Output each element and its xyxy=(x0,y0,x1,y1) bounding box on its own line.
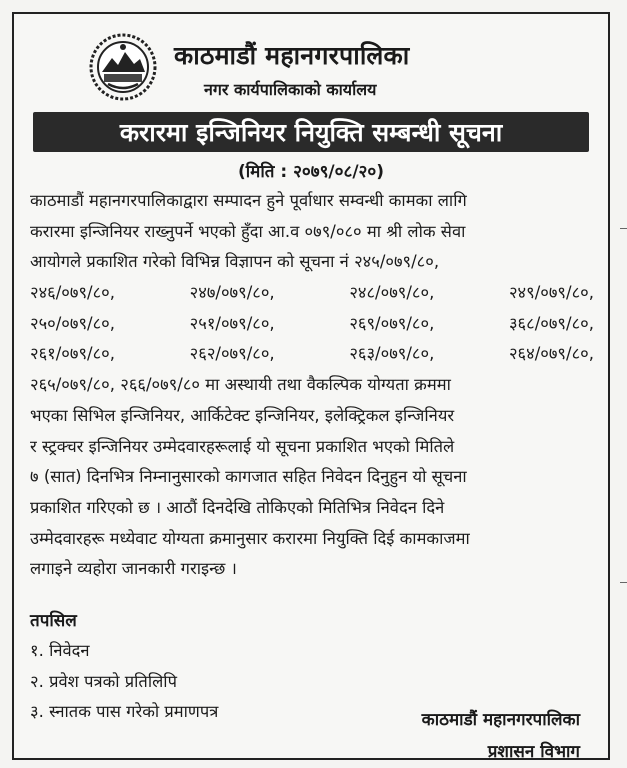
notice-number: २६१/०७९/८०, xyxy=(30,344,116,364)
kmc-emblem-icon xyxy=(88,32,158,102)
notice-number: २४८/०७९/८०, xyxy=(349,283,435,303)
office-name: नगर कार्यपालिकाको कार्यालय xyxy=(204,80,377,99)
details-item: २. प्रवेश पत्रको प्रतिलिपि xyxy=(30,671,177,691)
notice-number: २४६/०७९/८०, xyxy=(30,283,116,303)
signature-block xyxy=(422,704,580,768)
details-title: तपसिल xyxy=(30,611,77,631)
notice-number-row xyxy=(30,339,594,370)
details-list xyxy=(30,636,218,728)
notice-number: २४७/०७९/८०, xyxy=(189,283,275,303)
notice-number: २६२/०७९/८०, xyxy=(189,344,275,364)
body-line: ७ (सात) दिनभित्र निम्नानुसारको कागजात सहित निवेदन दिनुहुन यो सूचना xyxy=(30,467,467,487)
details-item: १. निवेदन xyxy=(30,641,90,660)
notice-title: करारमा इन्जिनियर नियुक्ति सम्बन्धी सूचना xyxy=(119,118,503,147)
notice-number: २५१/०७९/८०, xyxy=(189,313,275,333)
body-line: काठमाडौं महानगरपालिकाद्वारा सम्पादन हुने पूर्वाधार सम्वन्धी कामका लागि xyxy=(30,191,467,210)
notice-header xyxy=(14,32,608,102)
body-line: आयोगले प्रकाशित गरेको विभिन्न विज्ञापन को सूचना नं २४५/०७९/८०, xyxy=(30,252,440,272)
notice-body xyxy=(30,186,594,585)
notice-date: (मिति : २०७९/०८/२०) xyxy=(238,162,384,182)
org-name: काठमाडौं महानगरपालिका xyxy=(174,41,410,70)
notice-number-row xyxy=(30,278,594,309)
notice-title-bar xyxy=(33,112,589,152)
body-line: लगाइने व्यहोरा जानकारी गराइन्छ । xyxy=(30,559,237,579)
notice-number: २६९/०७९/८०, xyxy=(349,313,435,333)
notice-frame xyxy=(12,12,610,760)
edge-mark xyxy=(620,582,627,583)
notice-number-row xyxy=(30,309,594,340)
edge-mark xyxy=(620,228,627,229)
body-line: २६५/०७९/८०, २६६/०७९/८० मा अस्थायी तथा वैकल्पिक योग्यता क्रममा xyxy=(30,375,451,395)
body-line: प्रकाशित गरिएको छ । आठौं दिनदेखि तोकिएको मितिभित्र निवेदन दिने xyxy=(30,497,445,517)
body-line: उम्मेदवारहरू मध्येवाट योग्यता क्रमानुसार करारमा नियुक्ति दिई कामकाजमा xyxy=(30,528,470,548)
details-item: ३. स्नातक पास गरेको प्रमाणपत्र xyxy=(30,702,219,721)
notice-number: २६३/०७९/८०, xyxy=(349,344,435,364)
signature-dept: प्रशासन विभाग xyxy=(487,742,580,762)
body-line: करारमा इन्जिनियर राख्नुपर्ने भएको हुँदा आ.व ०७९/०८० मा श्री लोक सेवा xyxy=(30,221,466,241)
body-line: भएका सिभिल इन्जिनियर, आर्किटेक्ट इन्जिनियर, इलेक्ट्रिकल इन्जिनियर xyxy=(30,405,455,425)
notice-number: २६४/०७९/८०, xyxy=(508,344,594,364)
body-line: र स्ट्रक्चर इन्जिनियर उम्मेदवारहरूलाई यो सूचना प्रकाशित भएको मितिले xyxy=(30,436,455,456)
notice-number: २४९/०७९/८०, xyxy=(508,283,594,303)
notice-number: ३६८/०७९/८०, xyxy=(508,313,594,333)
notice-number: २५०/०७९/८०, xyxy=(30,313,116,333)
signature-org: काठमाडौं महानगरपालिका xyxy=(421,710,580,730)
